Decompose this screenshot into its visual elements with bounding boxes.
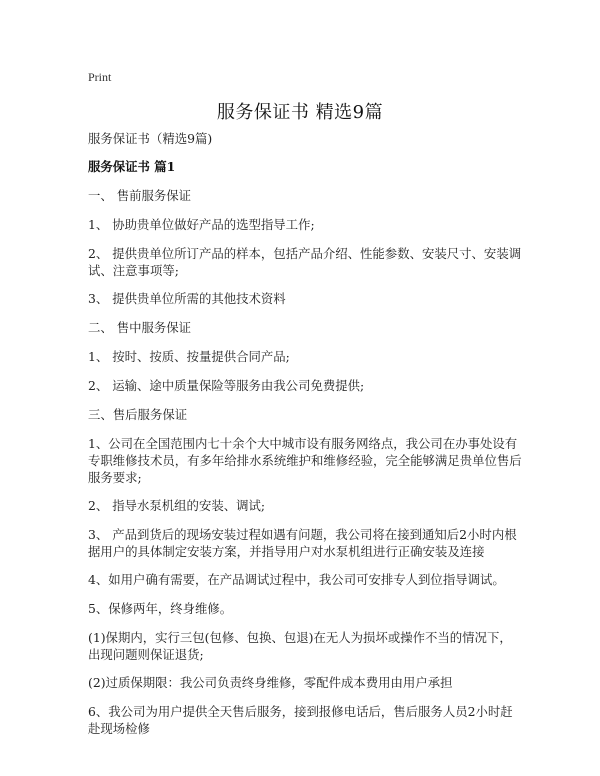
document-subtitle: 服务保证书（精选9篇) — [88, 131, 213, 146]
section-heading: 服务保证书 篇1 — [88, 159, 176, 174]
paragraph: (1)保期内，实行三包(包修、包换、包退)在无人为损坏或操作不当的情况下，出现问题则保证退货; — [88, 630, 512, 662]
paragraph: 5、保修两年，终身维修。 — [88, 601, 233, 616]
paragraph: 2、 提供贵单位所订产品的样本，包括产品介绍、性能参数、安装尺寸、安装调试、注意事项等; — [88, 246, 522, 278]
paragraph: 3、 提供贵单位所需的其他技术资料 — [88, 291, 286, 306]
paragraph: 1、 按时、按质、按量提供合同产品; — [88, 349, 290, 364]
print-label: Print — [88, 70, 112, 84]
paragraph-aftersale-heading: 三、售后服务保证 — [88, 407, 188, 422]
paragraph-presale-heading: 一、 售前服务保证 — [88, 188, 192, 203]
paragraph: 2、 运输、途中质量保险等服务由我公司免费提供; — [88, 378, 365, 393]
paragraph: 4、如用户确有需要，在产品调试过程中，我公司可安排专人到位指导调试。 — [88, 572, 505, 587]
paragraph: 6、我公司为用户提供全天售后服务，接到报修电话后，售后服务人员2小时赶赴现场检修 — [88, 704, 513, 736]
paragraph: 1、 协助贵单位做好产品的选型指导工作; — [88, 217, 315, 232]
document-body — [88, 130, 524, 748]
paragraph: 2、 指导水泵机组的安装、调试; — [88, 498, 266, 513]
paragraph: 1、公司在全国范围内七十余个大中城市设有服务网络点，我公司在办事处设有专职维修技术员，有多年给排水系统维护和维修经验，完全能够满足贵单位售后服务要求; — [88, 436, 522, 485]
paragraph: (2)过质保期限：我公司负责终身维修，零配件成本费用由用户承担 — [88, 675, 453, 690]
paragraph-insale-heading: 二、 售中服务保证 — [88, 320, 192, 335]
paragraph: 3、 产品到货后的现场安装过程如遇有问题，我公司将在接到通知后2小时内根据用户的具体制定安装方案，并指导用户对水泵机组进行正确安装及连接 — [88, 527, 517, 559]
document-title: 服务保证书 精选9篇 — [216, 102, 384, 123]
